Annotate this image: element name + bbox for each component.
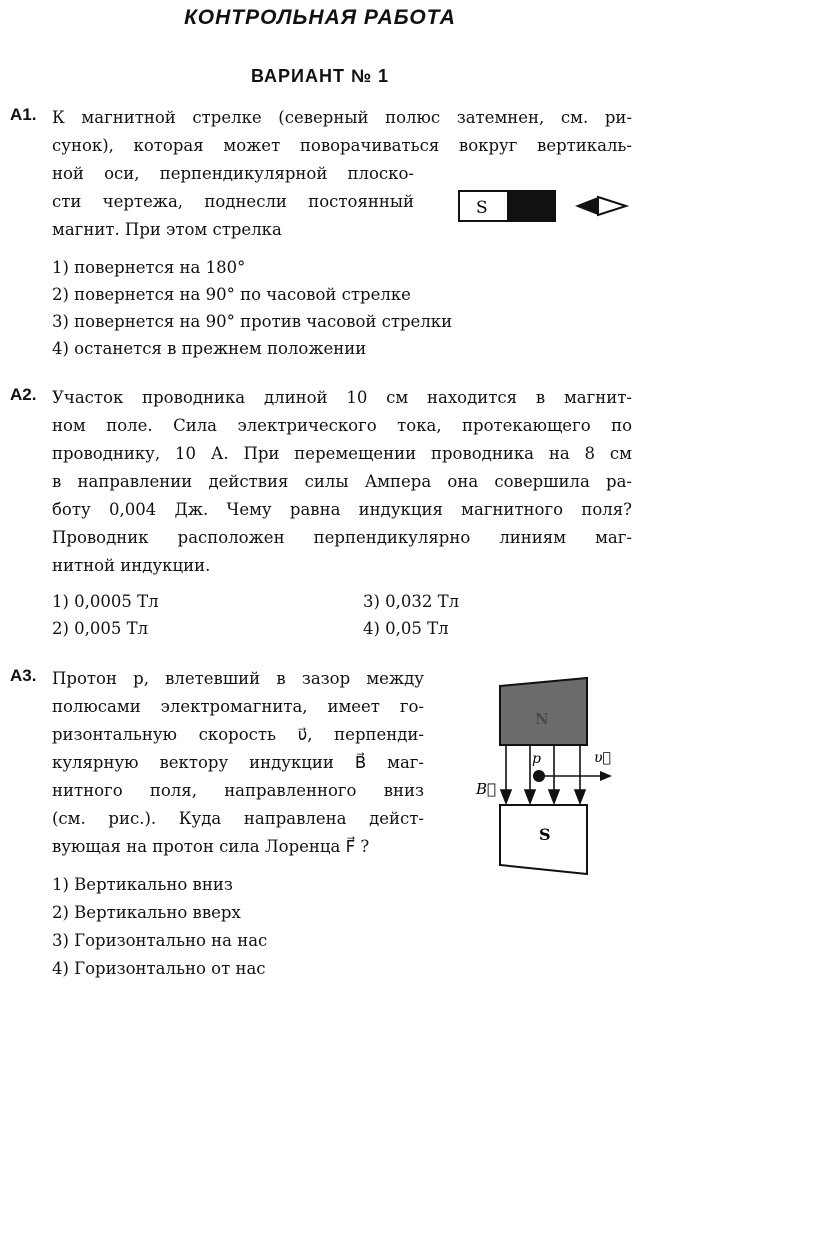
question-text-line: Проводник расположен перпендикулярно линиям маг-: [52, 528, 632, 547]
question-text-line: вующая на протон сила Лоренца F⃗ ?: [52, 837, 370, 856]
question-text-line: К магнитной стрелке (северный полюс затемнен, см. ри-: [52, 108, 632, 127]
needle-south-half: [598, 197, 626, 215]
answer-option: 1) повернется на 180°: [52, 258, 246, 277]
answer-option: 4) Горизонтально от нас: [52, 959, 266, 978]
electromagnet-figure: [470, 672, 620, 877]
field-label: B⃗: [476, 780, 497, 798]
answer-option: 2) Вертикально вверх: [52, 903, 241, 922]
magnet-dark-half: [507, 191, 555, 221]
magnet-and-needle-figure: [450, 184, 640, 230]
velocity-label: υ⃗: [594, 750, 611, 766]
answer-option: 3) повернется на 90° против часовой стрелки: [52, 312, 453, 331]
magnet-label: S: [476, 198, 488, 218]
north-pole-label: N: [535, 710, 549, 728]
question-number: А1.: [10, 105, 37, 124]
question-text-line: (см. рис.). Куда направлена дейст-: [52, 809, 424, 828]
question-text-line: Участок проводника длиной 10 см находится в магнит-: [52, 388, 632, 407]
question-text-line: магнит. При этом стрелка: [52, 220, 282, 239]
question-text-line: ризонтальную скорость υ⃗, перпенди-: [52, 725, 424, 744]
velocity-arrowhead: [600, 771, 612, 781]
question-text-line: кулярную вектору индукции B⃗ маг-: [52, 753, 424, 772]
question-text-line: ном поле. Сила электрического тока, протекающего по: [52, 416, 632, 435]
question-text-line: Протон p, влетевший в зазор между: [52, 669, 424, 688]
question-text-line: проводнику, 10 А. При перемещении проводника на 8 см: [52, 444, 632, 463]
answer-option: 4) останется в прежнем положении: [52, 339, 367, 358]
needle-north-half: [575, 197, 598, 215]
question-text-line: нитной индукции.: [52, 556, 211, 575]
variant-heading: ВАРИАНТ № 1: [250, 66, 390, 86]
south-pole-label: S: [539, 825, 551, 844]
answer-option: 3) Горизонтально на нас: [52, 931, 268, 950]
question-text-line: боту 0,004 Дж. Чему равна индукция магнитного поля?: [52, 500, 632, 519]
answer-option: 3) 0,032 Тл: [363, 592, 460, 611]
question-text-line: сунок), которая может поворачиваться вокруг вертикаль-: [52, 136, 632, 155]
question-number: А2.: [10, 385, 37, 404]
answer-option: 2) повернется на 90° по часовой стрелке: [52, 285, 411, 304]
question-text-line: ной оси, перпендикулярной плоско-: [52, 164, 414, 183]
proton-dot: [533, 770, 545, 782]
answer-option: 1) Вертикально вниз: [52, 875, 233, 894]
answer-option: 1) 0,0005 Тл: [52, 592, 159, 611]
answer-option: 4) 0,05 Тл: [363, 619, 449, 638]
question-text-line: сти чертежа, поднесли постоянный: [52, 192, 414, 211]
question-number: А3.: [10, 666, 37, 685]
question-text-line: в направлении действия силы Ампера она совершила ра-: [52, 472, 632, 491]
proton-label: p: [532, 751, 541, 767]
page-title: КОНТРОЛЬНАЯ РАБОТА: [184, 6, 456, 29]
question-text-line: нитного поля, направленного вниз: [52, 781, 424, 800]
question-text-line: полюсами электромагнита, имеет го-: [52, 697, 424, 716]
answer-option: 2) 0,005 Тл: [52, 619, 149, 638]
